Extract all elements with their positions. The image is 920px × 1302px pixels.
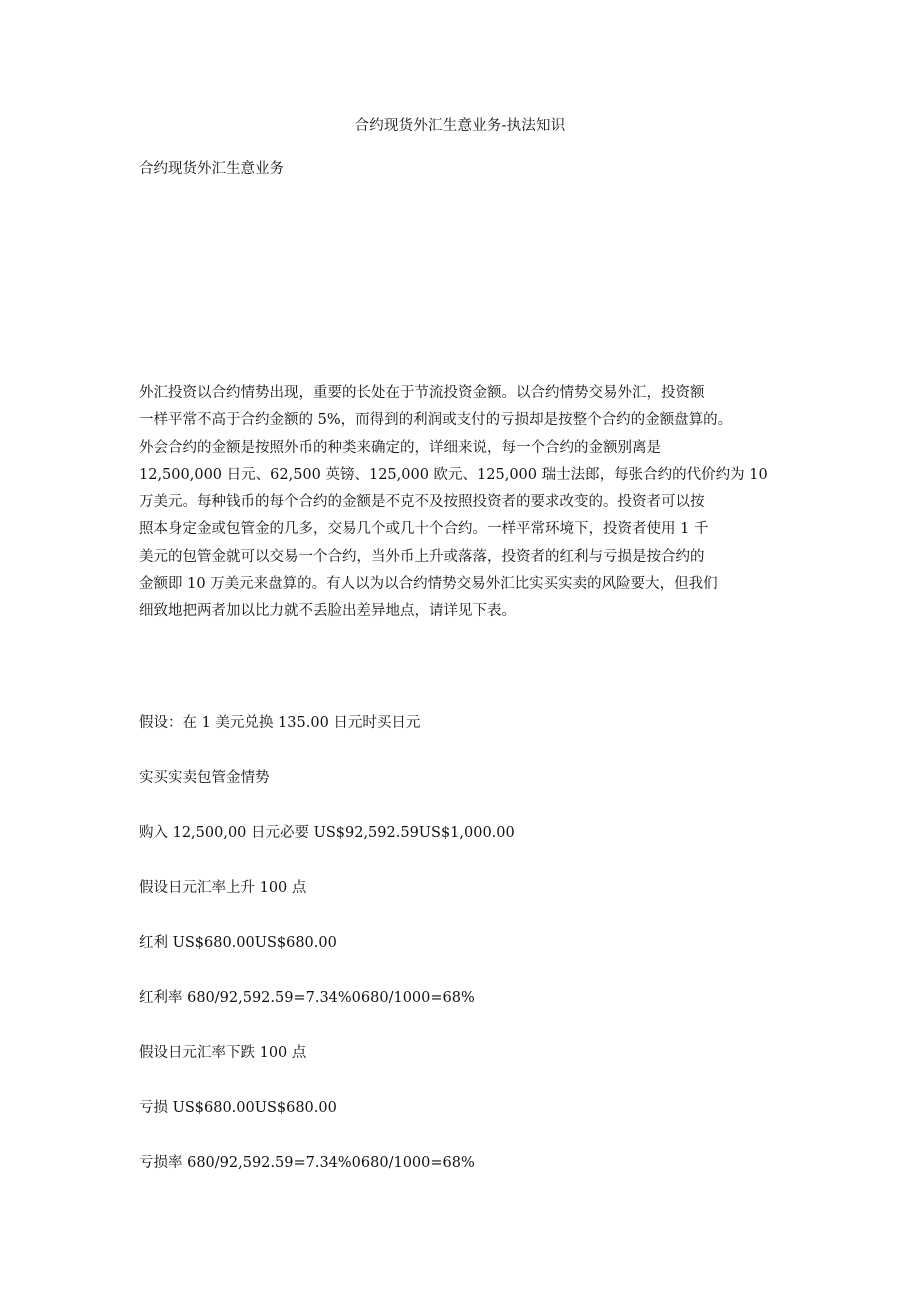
- profit-line: 红利 US$680.00US$680.00: [139, 935, 337, 951]
- loss-line: 亏损 US$680.00US$680.00: [139, 1100, 337, 1116]
- paragraph-line: 外汇投资以合约情势出现，重要的长处在于节流投资金额。以合约情势交易外汇，投资额: [139, 385, 705, 401]
- intro-paragraph: [139, 380, 799, 626]
- paragraph-line: 12,500,000 日元、62,500 英镑、125,000 欧元、125,000 瑞士法郎，每张合约的代价约为 10: [139, 466, 768, 483]
- paragraph-line: 细致地把两者加以比力就不丢脸出差异地点，请详见下表。: [139, 603, 516, 620]
- paragraph-line: 金额即 10 万美元来盘算的。有人以为以合约情势交易外汇比实买实卖的风险要大，但我们: [139, 576, 718, 593]
- paragraph-line: 外会合约的金额是按照外币的种类来确定的，详细来说，每一个合约的金额别离是: [139, 439, 661, 456]
- profit-rate-line: 红利率 680/92,592.59=7.34%0680/1000=68%: [139, 990, 475, 1006]
- document-title: 合约现货外汇生意业务-执法知识: [354, 118, 566, 134]
- fall-assumption-line: 假设日元汇率下跌 100 点: [139, 1045, 307, 1061]
- document-subtitle: 合约现货外汇生意业务: [139, 161, 284, 177]
- assumption-line: 假设：在 1 美元兑换 135.00 日元时买日元: [139, 715, 421, 731]
- paragraph-line: 美元的包管金就可以交易一个合约，当外币上升或落落，投资者的红利与亏损是按合约的: [139, 548, 705, 565]
- paragraph-line: 照本身定金或包管金的几多，交易几个或几十个合约。一样平常环境下，投资者使用 1 千: [139, 521, 709, 538]
- purchase-line: 购入 12,500,00 日元必要 US$92,592.59US$1,000.00: [139, 825, 515, 841]
- rise-assumption-line: 假设日元汇率上升 100 点: [139, 880, 307, 896]
- table-header-line: 实买实卖包管金情势: [139, 770, 270, 786]
- paragraph-line: 万美元。每种钱币的每个合约的金额是不克不及按照投资者的要求改变的。投资者可以按: [139, 494, 705, 511]
- loss-rate-line: 亏损率 680/92,592.59=7.34%0680/1000=68%: [139, 1155, 475, 1171]
- paragraph-line: 一样平常不高于合约金额的 5%，而得到的利润或支付的亏损却是按整个合约的金额盘算的。: [139, 412, 733, 429]
